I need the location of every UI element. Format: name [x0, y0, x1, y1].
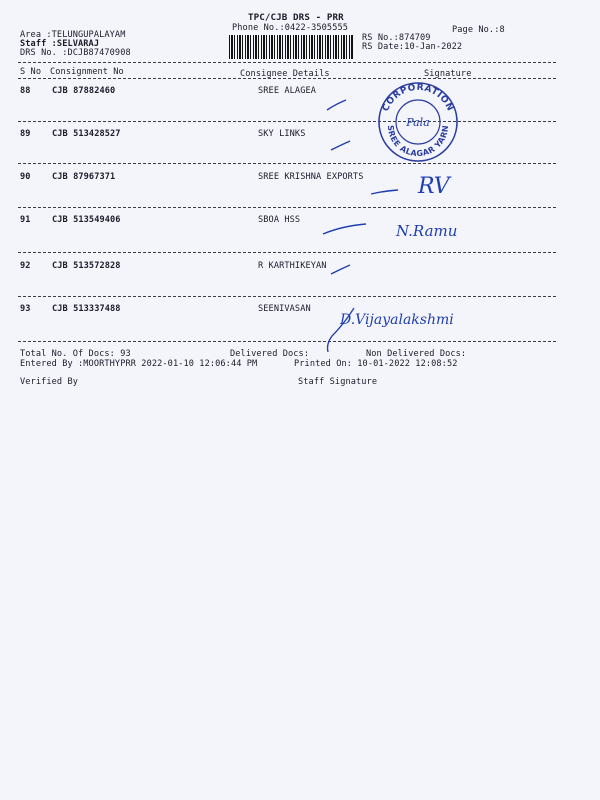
- row-consignee: R KARTHIKEYAN: [258, 261, 327, 271]
- verified-by: Verified By: [20, 377, 79, 387]
- rs-date: RS Date:10-Jan-2022: [362, 42, 463, 52]
- non-delivered-docs: Non Delivered Docs:: [366, 349, 467, 359]
- delivered-docs: Delivered Docs:: [230, 349, 310, 359]
- column-header-consignee: Consignee Details: [240, 69, 330, 79]
- row-consignee: SEENIVASAN: [258, 304, 311, 314]
- company-stamp-icon: [376, 80, 460, 164]
- column-header-divider: [18, 78, 556, 79]
- page-number: Page No.:8: [452, 25, 505, 35]
- row-sno: 93: [20, 304, 31, 314]
- row-divider: [18, 296, 556, 297]
- phone-number: Phone No.:0422-3505555: [232, 23, 349, 33]
- column-header-signature: Signature: [424, 69, 472, 79]
- row-divider: [18, 121, 556, 122]
- row-consignment: CJB 87882460: [52, 86, 116, 96]
- check-mark-icon: [322, 222, 368, 236]
- rs-number: RS No.:874709: [362, 33, 431, 43]
- check-mark-icon: [326, 98, 348, 112]
- check-mark-icon: [330, 140, 352, 152]
- svg-text:CORPORATION: [381, 83, 455, 113]
- row-consignee: SREE KRISHNA EXPORTS: [258, 172, 364, 182]
- row-consignment: CJB 513428527: [52, 129, 121, 139]
- table-end-divider: [18, 341, 556, 342]
- check-mark-icon: [330, 264, 352, 276]
- column-header-consignment: Consignment No: [50, 67, 124, 77]
- row-sno: 88: [20, 86, 31, 96]
- drs-number: DRS No. :DCJB87470908: [20, 48, 131, 58]
- row-consignee: SREE ALAGEA: [258, 86, 317, 96]
- row-consignment: CJB 513337488: [52, 304, 121, 314]
- header-divider: [18, 62, 556, 63]
- staff-signature-label: Staff Signature: [298, 377, 378, 387]
- check-mark-icon: [370, 186, 400, 196]
- row-sno: 91: [20, 215, 31, 225]
- stamp-top-text: CORPORATION: [381, 82, 455, 114]
- document-title: TPC/CJB DRS - PRR: [248, 12, 344, 23]
- signature-row90: RV: [418, 174, 450, 199]
- row-sno: 90: [20, 172, 31, 182]
- signature-row91: N.Ramu: [396, 222, 458, 240]
- row-consignment: CJB 513549406: [52, 215, 121, 225]
- row-divider: [18, 163, 556, 164]
- total-docs: Total No. Of Docs: 93: [20, 349, 131, 359]
- row-consignment: CJB 513572828: [52, 261, 121, 271]
- row-divider: [18, 207, 556, 208]
- column-header-sno: S No: [20, 67, 42, 77]
- row-sno: 89: [20, 129, 31, 139]
- stamp-bottom-text: SREE ALAGAR YARN: [385, 124, 451, 159]
- row-consignee: SBOA HSS: [258, 215, 301, 225]
- row-consignment: CJB 87967371: [52, 172, 116, 182]
- area-label: Area :TELUNGUPALAYAM: [20, 30, 126, 40]
- row-sno: 92: [20, 261, 31, 271]
- staff-label: Staff :SELVARAJ: [20, 39, 100, 49]
- barcode-icon: [229, 35, 353, 59]
- stamp-center-text: Pala: [406, 116, 430, 129]
- row-consignee: SKY LINKS: [258, 129, 306, 139]
- entered-by: Entered By :MOORTHYPRR 2022-01-10 12:06:44 PM: [20, 359, 258, 369]
- row-divider: [18, 252, 556, 253]
- printed-on: Printed On: 10-01-2022 12:08:52: [294, 359, 458, 369]
- signature-row93: D.Vijayalakshmi: [340, 312, 454, 328]
